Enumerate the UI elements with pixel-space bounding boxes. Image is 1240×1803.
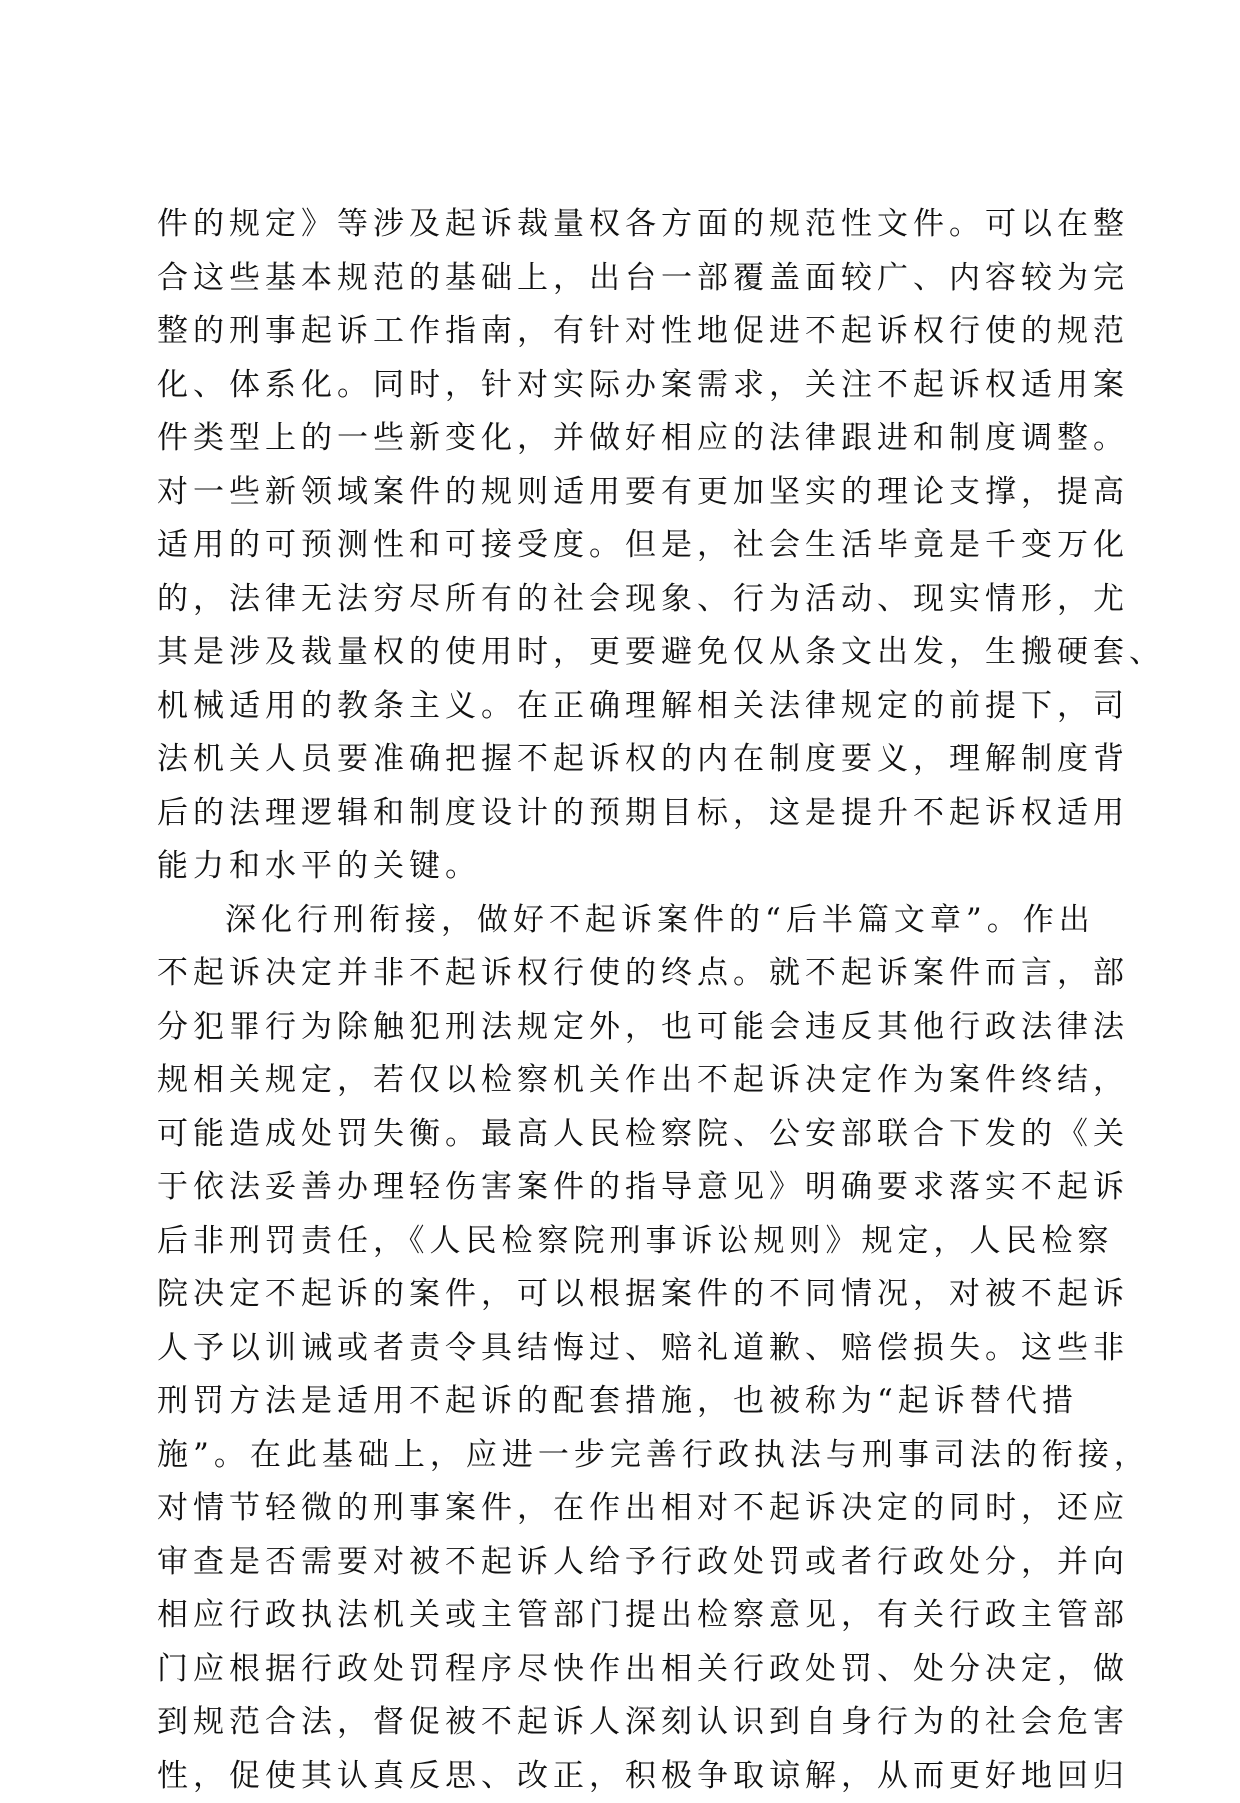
paragraph-line: 相应行政执法机关或主管部门提出检察意见，有关行政主管部 <box>157 1589 1097 1643</box>
paragraph-line: 不起诉决定并非不起诉权行使的终点。就不起诉案件而言，部 <box>157 947 1097 1001</box>
paragraph-line: 化、体系化。同时，针对实际办案需求，关注不起诉权适用案 <box>157 359 1097 413</box>
paragraph-line: 刑罚方法是适用不起诉的配套措施，也被称为“起诉替代措 <box>157 1375 1097 1429</box>
paragraph-line: 适用的可预测性和可接受度。但是，社会生活毕竟是千变万化 <box>157 519 1097 573</box>
paragraph-line: 整的刑事起诉工作指南，有针对性地促进不起诉权行使的规范 <box>157 305 1097 359</box>
paragraph-line: 于依法妥善办理轻伤害案件的指导意见》明确要求落实不起诉 <box>157 1161 1097 1215</box>
paragraph-line: 院决定不起诉的案件，可以根据案件的不同情况，对被不起诉 <box>157 1268 1097 1322</box>
paragraph-line: 对一些新领域案件的规则适用要有更加坚实的理论支撑，提高 <box>157 466 1097 520</box>
paragraph-line: 规相关规定，若仅以检察机关作出不起诉决定作为案件终结， <box>157 1054 1097 1108</box>
paragraph-line: 分犯罪行为除触犯刑法规定外，也可能会违反其他行政法律法 <box>157 1001 1097 1055</box>
paragraph-line: 机械适用的教条主义。在正确理解相关法律规定的前提下，司 <box>157 680 1097 734</box>
paragraph-line: 审查是否需要对被不起诉人给予行政处罚或者行政处分，并向 <box>157 1536 1097 1590</box>
paragraph-line: 可能造成处罚失衡。最高人民检察院、公安部联合下发的《关 <box>157 1108 1097 1162</box>
body-text <box>157 198 1097 1803</box>
paragraph-2 <box>157 894 1097 1803</box>
paragraph-line: 其是涉及裁量权的使用时，更要避免仅从条文出发，生搬硬套、 <box>157 626 1097 680</box>
paragraph-line: 合这些基本规范的基础上，出台一部覆盖面较广、内容较为完 <box>157 252 1097 306</box>
paragraph-line-first: 深化行刑衔接，做好不起诉案件的“后半篇文章”。作出 <box>157 894 1097 948</box>
paragraph-1 <box>157 198 1097 894</box>
paragraph-line: 后非刑罚责任，《人民检察院刑事诉讼规则》规定，人民检察 <box>157 1215 1097 1269</box>
paragraph-line: 性，促使其认真反思、改正，积极争取谅解，从而更好地回归 <box>157 1750 1097 1803</box>
paragraph-line: 到规范合法，督促被不起诉人深刻认识到自身行为的社会危害 <box>157 1696 1097 1750</box>
paragraph-line: 门应根据行政处罚程序尽快作出相关行政处罚、处分决定，做 <box>157 1643 1097 1697</box>
paragraph-line: 件类型上的一些新变化，并做好相应的法律跟进和制度调整。 <box>157 412 1097 466</box>
paragraph-line: 能力和水平的关键。 <box>157 840 1097 894</box>
paragraph-line: 件的规定》等涉及起诉裁量权各方面的规范性文件。可以在整 <box>157 198 1097 252</box>
paragraph-line: 施”。在此基础上，应进一步完善行政执法与刑事司法的衔接， <box>157 1429 1097 1483</box>
paragraph-line: 的，法律无法穷尽所有的社会现象、行为活动、现实情形，尤 <box>157 573 1097 627</box>
paragraph-line: 后的法理逻辑和制度设计的预期目标，这是提升不起诉权适用 <box>157 787 1097 841</box>
paragraph-line: 对情节轻微的刑事案件，在作出相对不起诉决定的同时，还应 <box>157 1482 1097 1536</box>
paragraph-line: 法机关人员要准确把握不起诉权的内在制度要义，理解制度背 <box>157 733 1097 787</box>
paragraph-line: 人予以训诫或者责令具结悔过、赔礼道歉、赔偿损失。这些非 <box>157 1322 1097 1376</box>
